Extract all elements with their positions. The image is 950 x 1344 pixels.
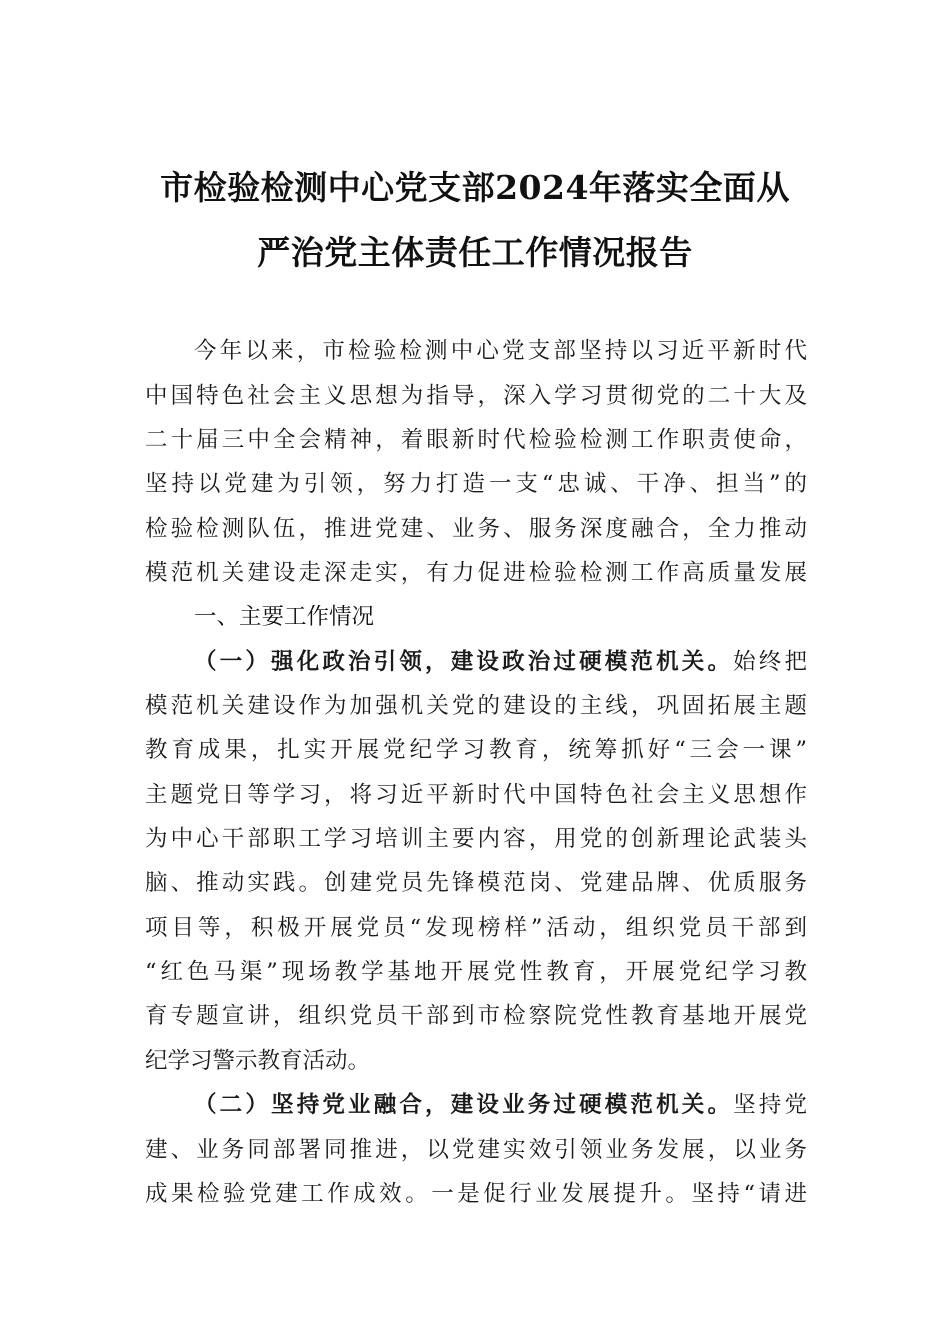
subsection-1-line: 为中心干部职工学习培训主要内容，用党的创新理论武装头 [145, 826, 807, 852]
subsection-1-line: “红色马渠”现场教学基地开展党性教育，开展党纪学习教 [145, 959, 807, 985]
subsection-2-first-line [194, 1090, 807, 1120]
intro-line: 今年以来，市检验检测中心党支部坚持以习近平新时代 [194, 338, 807, 364]
subsection-2-lead-rest: 坚持党 [733, 1092, 807, 1118]
subsection-1-lead-rest: 始终把 [733, 649, 807, 675]
report-title-line-2: 严治党主体责任工作情况报告 [257, 233, 693, 272]
intro-line: 模范机关建设走深走实，有力促进检验检测工作高质量发展 [145, 560, 807, 586]
subsection-1-line: 教育成果，扎实开展党纪学习教育，统筹抓好“三会一课” [145, 737, 807, 763]
subsection-1-first-line [194, 647, 807, 677]
intro-line: 检验检测队伍，推进党建、业务、服务深度融合，全力推动 [145, 516, 807, 542]
subsection-1-line: 项目等，积极开展党员“发现榜样”活动，组织党员干部到 [145, 915, 807, 941]
subsection-1-line: 脑、推动实践。创建党员先锋模范岗、党建品牌、优质服务 [145, 870, 807, 896]
subsection-2-line: 成果检验党建工作成效。一是促行业发展提升。坚持“请进 [145, 1181, 807, 1207]
subsection-2-heading: （二）坚持党业融合，建设业务过硬模范机关。 [194, 1092, 734, 1118]
subsection-1-line: 主题党日等学习，将习近平新时代中国特色社会主义思想作 [145, 782, 807, 808]
section-heading: 一、主要工作情况 [194, 604, 375, 630]
intro-line: 坚持以党建为引领，努力打造一支“忠诚、干净、担当”的 [145, 471, 807, 497]
report-title-line-1: 市检验检测中心党支部2024年落实全面从 [160, 168, 790, 207]
subsection-2-line: 建、业务同部署同推进，以党建实效引领业务发展，以业务 [145, 1137, 807, 1163]
subsection-1-line: 模范机关建设作为加强机关党的建设的主线，巩固拓展主题 [145, 693, 807, 719]
subsection-1-line: 纪学习警示教育活动。 [145, 1048, 371, 1074]
intro-line: 中国特色社会主义思想为指导，深入学习贯彻党的二十大及 [145, 383, 807, 409]
subsection-1-heading: （一）强化政治引领，建设政治过硬模范机关。 [194, 649, 734, 675]
subsection-1-line: 育专题宣讲，组织党员干部到市检察院党性教育基地开展党 [145, 1003, 807, 1029]
intro-line: 二十届三中全会精神，着眼新时代检验检测工作职责使命， [145, 427, 807, 453]
